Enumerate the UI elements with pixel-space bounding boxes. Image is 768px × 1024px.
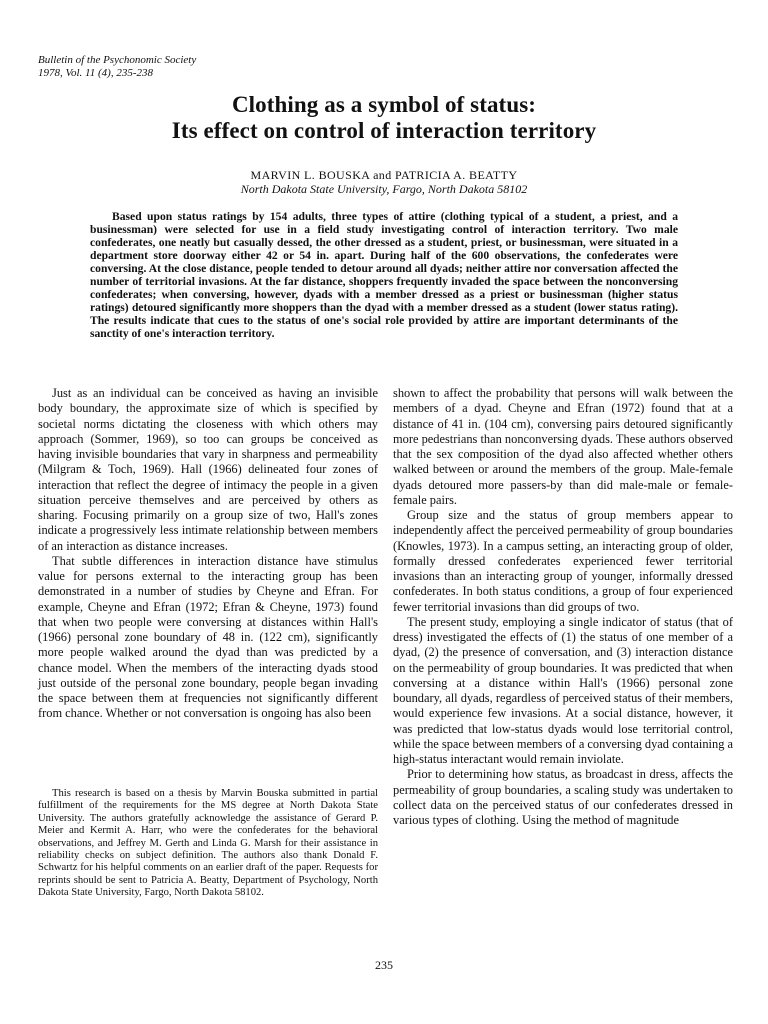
page-number: 235 [375,958,393,972]
author-names: MARVIN L. BOUSKA and PATRICIA A. BEATTY [250,168,518,182]
author-affiliation: North Dakota State University, Fargo, North Dakota 58102 [240,182,528,196]
body-paragraph: The present study, employing a single indicator of status (that of dress) investigated the effects of (1) the status of one member of a dyad, (2) the presence of conversation, and (3) interaction distance on the permeability of group boundaries. It was predicted that when conversing at a distance within Hall's (1966) personal zone boundary, all dyads, regardless of perceived status of their members, would experience few invasions. At a social distance, however, it was predicted that low-status dyads would lose territorial control, while the space between members of a conversing dyad containing a high-status interactant would remain inviolate. [393,614,733,766]
title-line-2: Its effect on control of interaction territory [171,118,597,143]
author-footnote: This research is based on a thesis by Marvin Bouska submitted in partial fulfillment of the requirements for the MS degree at North Dakota State University. The authors gratefully acknowledge the assistance of Gerard P. Meier and Kermit A. Harr, who were the confederates for the behavioral observations, and Jeffrey M. Gerth and Linda G. Marsh for their assistance in reliability checks on subject definition. The authors also thank Donald F. Schwartz for his helpful comments on an earlier draft of the paper. Requests for reprints should be sent to Patricia A. Beatty, Department of Psychology, North Dakota State University, Fargo, North Dakota 58102. [38,788,378,899]
body-paragraph: shown to affect the probability that persons will walk between the members of a dyad. Cheyne and Efran (1972) found that at a distance of 41 in. (104 cm), conversing pairs detoured significantly more pedestrians than nonconversing dyads. These authors observed that the sex composition of the dyad also affected whether others walked between or around the members of the group. Male-female dyads detoured more passers-by than did male-male or female-female pairs. [393,386,733,507]
paper-title [0,92,768,144]
left-column [38,386,378,722]
journal-volume: 1978, Vol. 11 (4), 235-238 [38,67,153,79]
body-paragraph: Just as an individual can be conceived as having an invisible body boundary, the approximate size of which is specified by societal norms dictating the closeness with which others may approach (Sommer, 1969), so too can groups be conceived as having invisible boundaries that vary in sharpness and permeability (Milgram & Toch, 1969). Hall (1966) delineated four zones of interaction that reflect the degree of intimacy the people in a given situation perceive themselves and are perceived by others as sharing. Focusing primarily on a group size of two, Hall's zones indicate a progressively less intimate relationship between members of an interaction as distance increases. [38,386,378,553]
title-line-1: Clothing as a symbol of status: [231,92,537,117]
body-paragraph: Prior to determining how status, as broadcast in dress, affects the permeability of group boundaries, a scaling study was undertaken to collect data on the perceived status of our confederates dressed in various types of clothing. Using the method of magnitude [393,767,733,827]
abstract: Based upon status ratings by 154 adults, three types of attire (clothing typical of a student, a priest, and a businessman) were selected for use in a field study investigating control of interaction territory. Two male confederates, one neatly but casually dessed, the other dressed as a student, priest, or businessman, were situated in a department store doorway either 42 or 54 in. apart. During half of the 600 observations, the confederates were conversing. At the close distance, people tended to detour around all dyads; neither attire nor conversation affected the number of territorial invasions. At the far distance, shoppers frequently invaded the space between the nonconversing confederates; when conversing, however, dyads with a member dressed as a priest or businessman (higher status ratings) detoured significantly more shoppers than the dyad with a member dressed as a student (lower status rating). The results indicate that cues to the status of one's social role provided by attire are important determinants of the sanctity of one's interaction territory. [90,210,678,341]
right-column [393,386,733,828]
body-paragraph: That subtle differences in interaction distance have stimulus value for persons external to the interacting group has been demonstrated in a number of studies by Cheyne and Efran. For example, Cheyne and Efran (1972; Efran & Cheyne, 1973) found that when two people were conversing at distances within Hall's (1966) personal zone boundary of 48 in. (122 cm), significantly more people walked around the dyad than was predicted by a chance model. When the members of the interacting dyads stood just outside of the personal zone boundary, people began invading the space between them at frequencies not significantly different from chance. Whether or not conversation is ongoing has also been [38,553,378,721]
body-paragraph: Group size and the status of group members appear to independently affect the perceived permeability of group boundaries (Knowles, 1973). In a campus setting, an interacting group of older, formally dressed confederates experienced fewer territorial invasions than an interacting group of younger, informally dressed confederates. In both status conditions, a group of four experienced fewer territorial invasions than did groups of two. [393,508,733,614]
journal-citation [38,54,196,80]
journal-name: Bulletin of the Psychonomic Society [38,54,197,66]
